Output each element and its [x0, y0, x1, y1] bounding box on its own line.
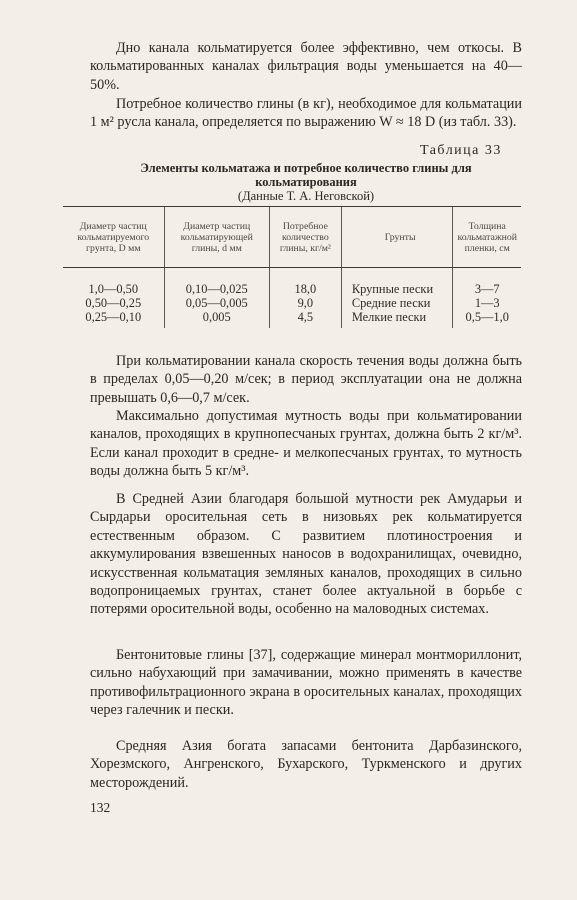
table-header-row [63, 207, 521, 268]
table-row [63, 282, 521, 296]
paragraph-clay-amount: Потребное количество глины (в кг), необходимое для кольматации 1 м² русла канала, определяется по выражению W ≈ 18 D (из табл. 33). [90, 96, 522, 131]
paragraph-bentonite: Бентонитовые глины [37], содержащие минерал монтмориллонит, сильно набухающий при замачивании, можно применять в качестве противофильтрационного экрана в оросительных каналах, проходящих через галечник и пески. [90, 647, 522, 719]
colmatage-table [63, 206, 521, 328]
table-cell: 1,0—0,50 [88, 282, 139, 296]
page-number: 132 [90, 800, 111, 815]
header-film-thickness: Толщина кольматажной пленки, см [453, 207, 521, 268]
paragraph-deposits: Средняя Азия богата запасами бентонита Дарбазинского, Хорезмского, Ангренского, Бухарского, Туркменского и других месторождений. [90, 738, 522, 791]
table-cell: 0,005 [164, 310, 269, 327]
table-cell: Мелкие пески [341, 310, 453, 327]
table-row [63, 296, 521, 310]
table-cell: 0,50—0,25 [85, 296, 142, 311]
paragraph-flow-velocity: При кольматировании канала скорость течения воды должна быть в пределах 0,05—0,20 м/сек; в период эксплуатации она не должна превышать 0,6—0,7 м/сек. [90, 353, 522, 406]
table-cell: 0,10—0,025 [164, 282, 269, 296]
table-cell: 4,5 [269, 310, 341, 327]
table-cell: 0,25—0,10 [85, 310, 142, 325]
table-cell: 0,5—1,0 [453, 310, 521, 327]
table-label: Таблица 33 [420, 143, 502, 158]
table-cell: 0,05—0,005 [164, 296, 269, 310]
table-source: (Данные Т. А. Неговской) [237, 189, 375, 203]
paragraph-central-asia: В Средней Азии благодаря большой мутности рек Амударьи и Сырдарьи оросительная сеть в низовьях рек кольматируется естественным образом. С развитием плотиностроения и аккумулирования взвешенных наносов в водохранилищах, очевидно, искусственная кольматация земляных каналов, проходящих в сильно водопроницаемых грунтах, станет более актуальной в борьбе с потерями оросительной воды, особенно на маловодных системах. [90, 491, 522, 618]
table-cell: 18,0 [269, 282, 341, 296]
table-cell: Крупные пески [341, 282, 453, 296]
header-soil-particle-diameter: Диаметр частиц кольматируемого грунта, D мм [63, 207, 164, 268]
table-cell: 9,0 [269, 296, 341, 310]
paragraph-canal-bottom: Дно канала кольматируется более эффективно, чем откосы. В кольматированных каналах фильтрация воды уменьшается на 40—50%. [90, 40, 522, 93]
table-cell: 3—7 [453, 282, 521, 296]
table-cell: 1—3 [453, 296, 521, 310]
header-clay-particle-diameter: Диаметр частиц кольматирующей глины, d мм [164, 207, 269, 268]
header-soils: Грунты [341, 207, 453, 268]
table-cell: Средние пески [341, 296, 453, 310]
table-spacer-row [63, 268, 521, 283]
table-row [63, 310, 521, 327]
header-clay-amount: Потребное количество глины, кг/м² [269, 207, 341, 268]
paragraph-turbidity: Максимально допустимая мутность воды при кольматировании каналов, проходящих в крупнопесчаных грунтах, должна быть 2 кг/м³. Если канал проходит в средне- и мелкопесчаных грунтах, то мутность воды должна быть 5 кг/м³. [90, 408, 522, 480]
table-title: Элементы кольматажа и потребное количество глины для кольматирования [140, 161, 472, 189]
